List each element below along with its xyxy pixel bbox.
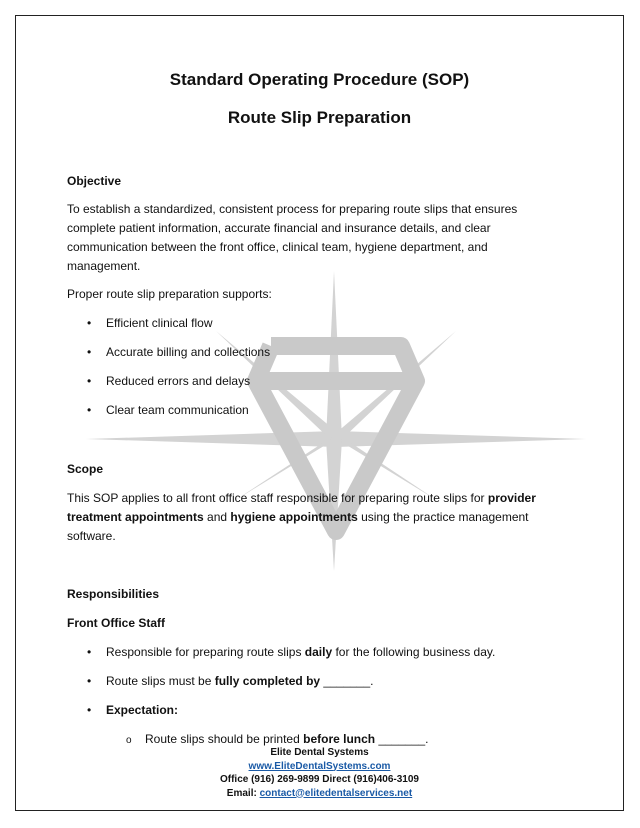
footer-phones: Office (916) 269-9899 Direct (916)406-3109	[219, 774, 419, 785]
footer-website-link[interactable]: www.EliteDentalSystems.com	[248, 760, 391, 772]
list-item: • Clear team communication	[87, 403, 249, 417]
responsibilities-heading: Responsibilities	[67, 587, 160, 601]
objective-line: complete patient information, accurate financial and insurance details, and clear	[67, 221, 491, 235]
scope-paragraph: This SOP applies to all front office staff responsible for preparing route slips for provider treatment appointments and hygiene appointments using the practice management software.	[67, 491, 536, 543]
footer-company: Elite Dental Systems	[270, 747, 369, 758]
sub-list-item: o Route slips should be printed before lunch _______.	[126, 732, 429, 746]
page-subtitle: Route Slip Preparation	[227, 108, 412, 127]
front-office-subheading: Front Office Staff	[67, 616, 165, 630]
list-item: • Responsible for preparing route slips daily for the following business day.	[87, 645, 496, 659]
footer-email-link[interactable]: contact@elitedentalservices.net	[259, 787, 413, 799]
list-item: • Expectation:	[87, 703, 179, 717]
list-item: • Reduced errors and delays	[87, 374, 251, 388]
list-item: • Route slips must be fully completed by _______.	[87, 674, 374, 688]
page-title: Standard Operating Procedure (SOP)	[169, 70, 470, 89]
scope-heading: Scope	[67, 462, 104, 476]
objective-line: communication between the front office, clinical team, hygiene department, and	[67, 240, 488, 254]
objective-paragraph	[67, 200, 567, 276]
list-item: • Efficient clinical flow	[87, 316, 213, 330]
objective-heading: Objective	[67, 174, 122, 188]
footer-email-label: Email:	[226, 787, 260, 799]
page-footer	[16, 746, 623, 800]
objective-line: To establish a standardized, consistent process for preparing route slips that ensures	[67, 202, 518, 216]
list-item: • Accurate billing and collections	[87, 345, 271, 359]
objective-line: management.	[67, 259, 141, 273]
document-page	[15, 15, 624, 811]
supports-intro: Proper route slip preparation supports:	[67, 287, 272, 301]
